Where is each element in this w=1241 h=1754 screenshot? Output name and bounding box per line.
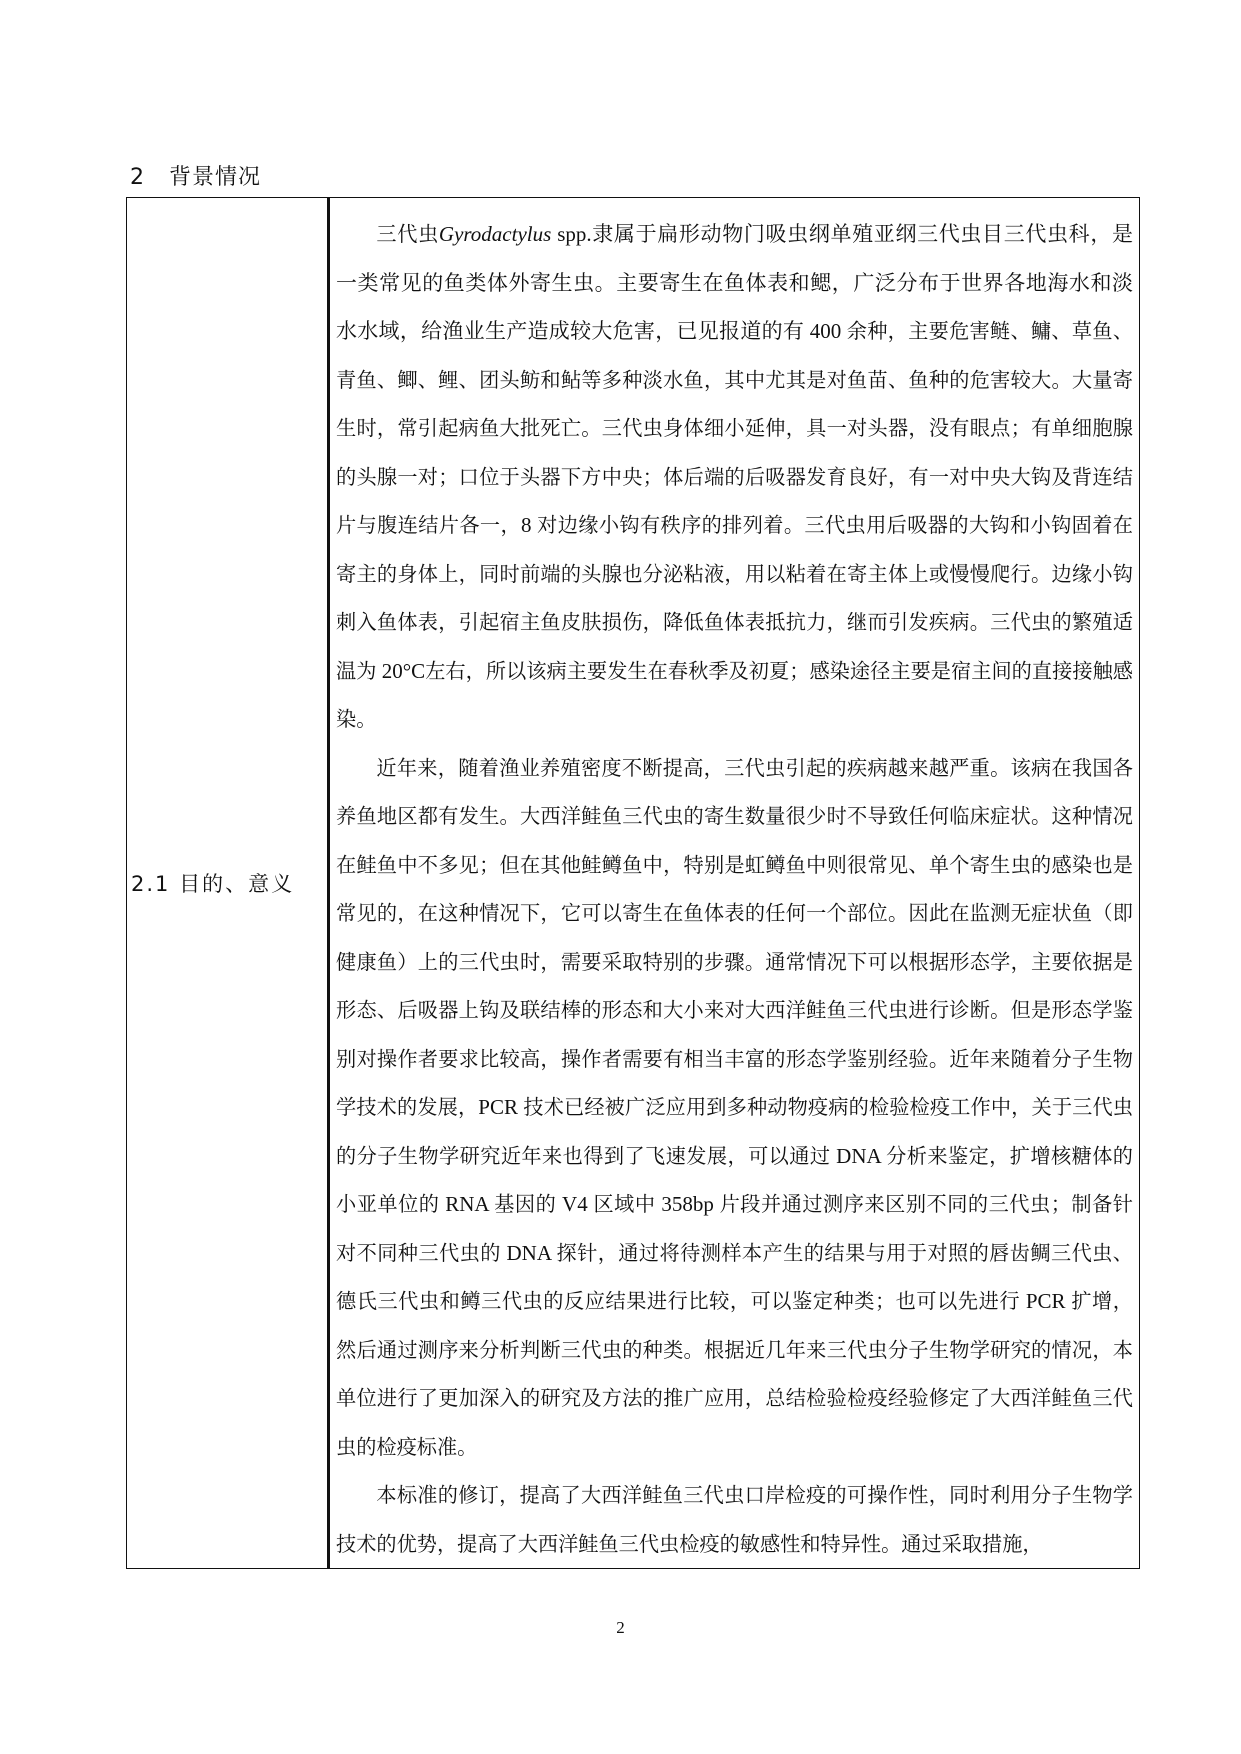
paragraph-2 — [336, 744, 1133, 1472]
page-number: 2 — [616, 1618, 625, 1637]
text-run: 扩增，然后通过测序来分析判断三代虫的种类。根据近几年来三代虫分子生物学研究的情况，本单位进行了更加深入的研究及方法的推广应用，总结检验检疫经验修定了大西洋鲑鱼三代虫的检疫标准。 — [336, 1289, 1133, 1459]
paragraph-1 — [336, 210, 1133, 744]
genus-name: Gyrodactylus — [438, 222, 552, 246]
text-run: 技术已经被广泛应用到多种动物疫病的检验检疫工作中，关于三代虫的分子生物学研究近年来也得到了飞速发展，可以通过 — [336, 1095, 1133, 1168]
content-text — [330, 198, 1139, 1568]
text-run: 片段并通过测序来区别不同的三代虫；制备针对不同种三代虫的 — [336, 1192, 1133, 1265]
row-label: 2.1 目的、意义 — [131, 872, 295, 896]
term-pcr: PCR — [1020, 1289, 1072, 1313]
text-run: 三代虫 — [376, 222, 439, 246]
text-run: 左右，所以该病主要发生在春秋季及初夏；感染途径主要是宿主间的直接接触感染。 — [336, 658, 1133, 731]
text-run: 探针，通过将待测样本产生的结果与用于对照的唇齿鲷三代虫、德氏三代虫和鳟三代虫的反应结果进行比较，可以鉴定种类；也可以先进行 — [336, 1240, 1133, 1313]
number-400: 400 — [804, 319, 847, 343]
row-content-cell — [329, 198, 1140, 1569]
paragraph-3 — [336, 1471, 1133, 1568]
term-v4: V4 — [556, 1192, 594, 1216]
text-run: 近年来，随着渔业养殖密度不断提高，三代虫引起的疾病越来越严重。该病在我国各养鱼地区都有发生。大西洋鲑鱼三代虫的寄生数量很少时不导致任何临床症状。这种情况在鲑鱼中不多见；但在其他鲑鳟鱼中，特别是虹鳟鱼中则很常见、单个寄生虫的感染也是常见的，在这种情况下，它可以寄生在鱼体表的任何一个部位。因此在监测无症状鱼（即健康鱼）上的三代虫时，需要采取特别的步骤。通常情况下可以根据形态学，主要依据是形态、后吸器上钩及联结棒的形态和大小来对大西洋鲑鱼三代虫进行诊断。但是形态学鉴别对操作者要求比较高，操作者需要有相当丰富的形态学鉴别经验。近年来随着分子生物学技术的发展， — [336, 755, 1133, 1119]
section-heading — [130, 160, 261, 191]
term-dna: DNA — [830, 1143, 887, 1168]
text-run: 本标准的修订，提高了大西洋鲑鱼三代虫口岸检疫的可操作性，同时利用分子生物学技术的优势，提高了大西洋鲑鱼三代虫检疫的敏感性和特异性。通过采取措施， — [336, 1483, 1133, 1556]
background-table — [126, 197, 1140, 1569]
term-dna: DNA — [500, 1240, 557, 1265]
text-run: 区域中 — [593, 1192, 656, 1216]
table-row — [127, 198, 1140, 1569]
text-run: 余种，主要危害鲢、鳙、草鱼、青鱼、鲫、鲤、团头鲂和鲇等多种淡水鱼，其中尤其是对鱼苗、鱼种的危害较大。大量寄生时，常引起病鱼大批死亡。三代虫身体细小延伸，具一对头器，没有眼点；有单细胞腺的头腺一对；口位于头器下方中央；体后端的后吸器发育良好，有一对中央大钩及背连结片与腹连结片各一， — [336, 319, 1134, 537]
text-run: 分析来鉴定，扩增核糖体的小亚单位的 — [336, 1143, 1133, 1216]
term-358bp: 358bp — [655, 1192, 720, 1216]
section-title: 背景情况 — [169, 165, 262, 190]
number-8: 8 — [521, 513, 538, 537]
term-rna: RNA — [439, 1192, 495, 1216]
temperature: 20°C — [376, 658, 426, 683]
section-number: 2 — [130, 165, 145, 190]
text-run: 对边缘小钩有秩序的排列着。三代虫用后吸器的大钩和小钩固着在寄主的身体上，同时前端的头腺也分泌粘液，用以粘着在寄主体上或慢慢爬行。边缘小钩刺入鱼体表，引起宿主鱼皮肤损伤，降低鱼体表抵抗力，继而引发疾病。三代虫的繁殖适温为 — [336, 513, 1133, 683]
text-run: 基因的 — [494, 1192, 557, 1216]
row-label-cell — [127, 198, 329, 1569]
term-pcr: PCR — [478, 1095, 524, 1119]
text-run: spp.隶属于扁形动物门吸虫纲单殖亚纲三代虫目三代虫科，是一类常见的鱼类体外寄生虫。主要寄生在鱼体表和鳃，广泛分布于世界各地海水和淡水水域，给渔业生产造成较大危害，已见报道的有 — [336, 222, 1133, 343]
